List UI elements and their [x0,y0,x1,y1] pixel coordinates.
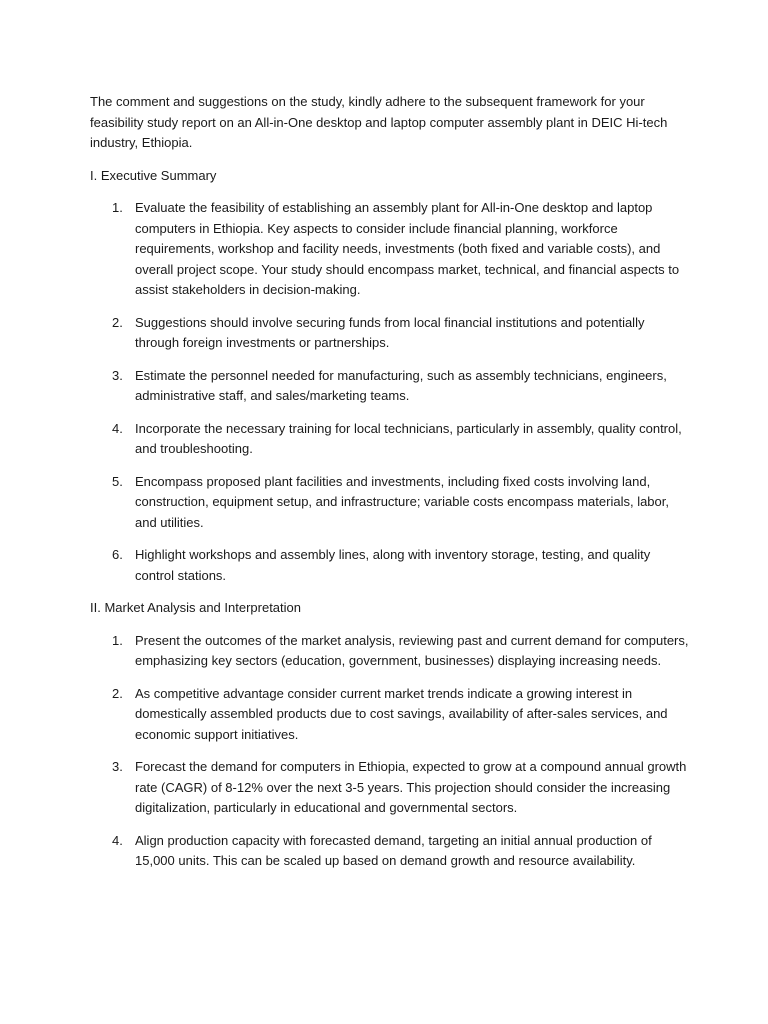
list-item-text: Present the outcomes of the market analysis, reviewing past and current demand for computers, emphasizing key sectors (education, government, businesses) displaying increasing needs. [135,632,689,668]
list-item [90,366,690,407]
list-item [90,831,690,872]
list-item [90,631,690,672]
list-item-text: Estimate the personnel needed for manufacturing, such as assembly technicians, engineers, administrative staff, and sales/marketing teams. [135,367,667,403]
list-item [90,757,690,819]
list-item-number: 4. [112,420,123,436]
list-item-number: 1. [112,200,123,215]
document-page [90,92,690,884]
intro-paragraph: The comment and suggestions on the study, kindly adhere to the subsequent framework for your feasibility study report on an All-in-One desktop and laptop computer assembly plant in DEIC Hi-tech industry, Ethiopia. [90,94,668,150]
section-heading-market-analysis: II. Market Analysis and Interpretation [90,600,301,615]
list-item-number: 2. [112,685,123,701]
list-item-number: 4. [112,832,123,848]
list-item-text: Forecast the demand for computers in Ethiopia, expected to grow at a compound annual growth rate (CAGR) of 8-12% over the next 3-5 years. This projection should consider the increasing digitalization, particularly in educational and governmental sectors. [135,759,687,815]
list-item-text: Suggestions should involve securing funds from local financial institutions and potentially through foreign investments or partnerships. [135,314,645,350]
list-item [90,545,690,586]
list-item [90,419,690,460]
list-item-text: As competitive advantage consider current market trends indicate a growing interest in domestically assembled products due to cost savings, availability of after-sales services, and economic support initiatives. [135,685,668,742]
list-item-text: Encompass proposed plant facilities and investments, including fixed costs involving land, construction, equipment setup, and infrastructure; variable costs encompass materials, labor, and utilities. [135,473,669,530]
list-item-text: Evaluate the feasibility of establishing an assembly plant for All-in-One desktop and laptop computers in Ethiopia. Key aspects to consider include financial planning, workforce requirements, workshop and facility needs, investments (both fixed and variable costs), and overall project scope. Your study should encompass market, technical, and financial aspects to assist stakeholders in decision-making. [135,200,680,297]
list-item-number: 2. [112,314,123,330]
list-item-number: 3. [112,759,123,774]
list-item-number: 6. [112,547,123,562]
list-item-number: 3. [112,367,123,383]
list-item [90,472,690,534]
list-item-text: Incorporate the necessary training for local technicians, particularly in assembly, quality control, and troubleshooting. [135,420,682,456]
executive-summary-list [90,198,690,586]
list-item-number: 1. [112,632,123,648]
section-heading-executive-summary: I. Executive Summary [90,167,217,183]
list-item-text: Align production capacity with forecasted demand, targeting an initial annual production of 15,000 units. This can be scaled up based on demand growth and resource availability. [135,832,652,868]
list-item-text: Highlight workshops and assembly lines, along with inventory storage, testing, and quality control stations. [135,547,651,583]
market-analysis-list [90,631,690,872]
list-item [90,313,690,354]
list-item [90,198,690,301]
list-item [90,684,690,746]
list-item-number: 5. [112,473,123,489]
